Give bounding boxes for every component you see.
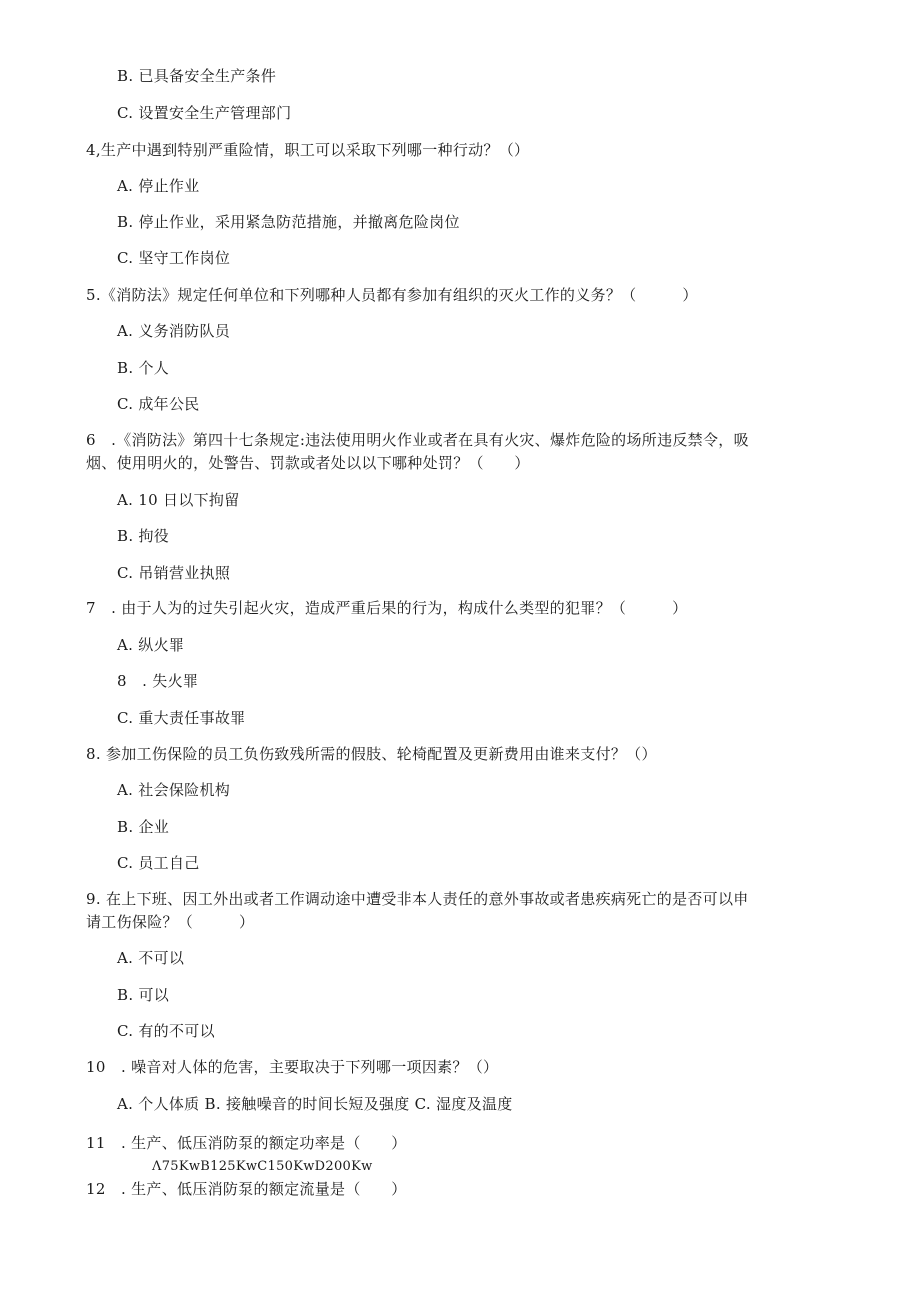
- option-8c: C. 员工自己: [117, 854, 200, 872]
- question-11: 11 . 生产、低压消防泵的额定功率是（ ）: [86, 1134, 407, 1152]
- question-8: 8. 参加工伤保险的员工负伤致残所需的假肢、轮椅配置及更新费用由谁来支付？（）: [86, 745, 657, 763]
- option-6b: B. 拘役: [117, 527, 170, 545]
- question-4: 4,生产中遇到特别严重险情，职工可以采取下列哪一种行动？（）: [86, 141, 530, 159]
- option-9c: C. 有的不可以: [117, 1022, 215, 1040]
- option-4a: A. 停止作业: [117, 177, 200, 195]
- options-10: A. 个人体质 B. 接触噪音的时间长短及强度 C. 湿度及温度: [117, 1095, 513, 1113]
- option-7b: 8 . 失火罪: [117, 672, 199, 690]
- option-3c: C. 设置安全生产管理部门: [117, 104, 292, 122]
- question-9-line-1: 9. 在上下班、因工外出或者工作调动途中遭受非本人责任的意外事故或者患疾病死亡的是否可以申: [86, 890, 749, 908]
- option-7a: A. 纵火罪: [117, 636, 185, 654]
- option-9a: A. 不可以: [117, 949, 185, 967]
- option-8b: B. 企业: [117, 818, 170, 836]
- option-9b: B. 可以: [117, 986, 170, 1004]
- option-5c: C. 成年公民: [117, 395, 200, 413]
- question-10: 10 . 噪音对人体的危害，主要取决于下列哪一项因素？（）: [86, 1058, 499, 1076]
- option-4b: B. 停止作业，采用紧急防范措施，并撤离危险岗位: [117, 213, 460, 231]
- option-6a: A. 10 日以下拘留: [117, 491, 240, 509]
- question-9-line-2: 请工伤保险？（ ）: [86, 913, 255, 931]
- option-6c: C. 吊销营业执照: [117, 564, 231, 582]
- option-4c: C. 坚守工作岗位: [117, 249, 231, 267]
- option-7c: C. 重大责任事故罪: [117, 709, 246, 727]
- question-6-line-2: 烟、使用明火的，处警告、罚款或者处以以下哪种处罚？（ ）: [86, 454, 530, 472]
- option-3b: B. 已具备安全生产条件: [117, 67, 277, 85]
- question-7: 7 . 由于人为的过失引起火灾，造成严重后果的行为，构成什么类型的犯罪？（ ）: [86, 599, 688, 617]
- option-5a: A. 义务消防队员: [117, 322, 231, 340]
- question-12: 12 . 生产、低压消防泵的额定流量是（ ）: [86, 1180, 407, 1198]
- question-5: 5.《消防法》规定任何单位和下列哪种人员都有参加有组织的灭火工作的义务？（ ）: [86, 286, 698, 304]
- option-5b: B. 个人: [117, 359, 170, 377]
- option-8a: A. 社会保险机构: [117, 781, 231, 799]
- options-11: Λ75KwB125KwC150KwD200Kw: [152, 1159, 373, 1174]
- question-6-line-1: 6 .《消防法》第四十七条规定:违法使用明火作业或者在具有火灾、爆炸危险的场所违反禁令，吸: [86, 431, 749, 449]
